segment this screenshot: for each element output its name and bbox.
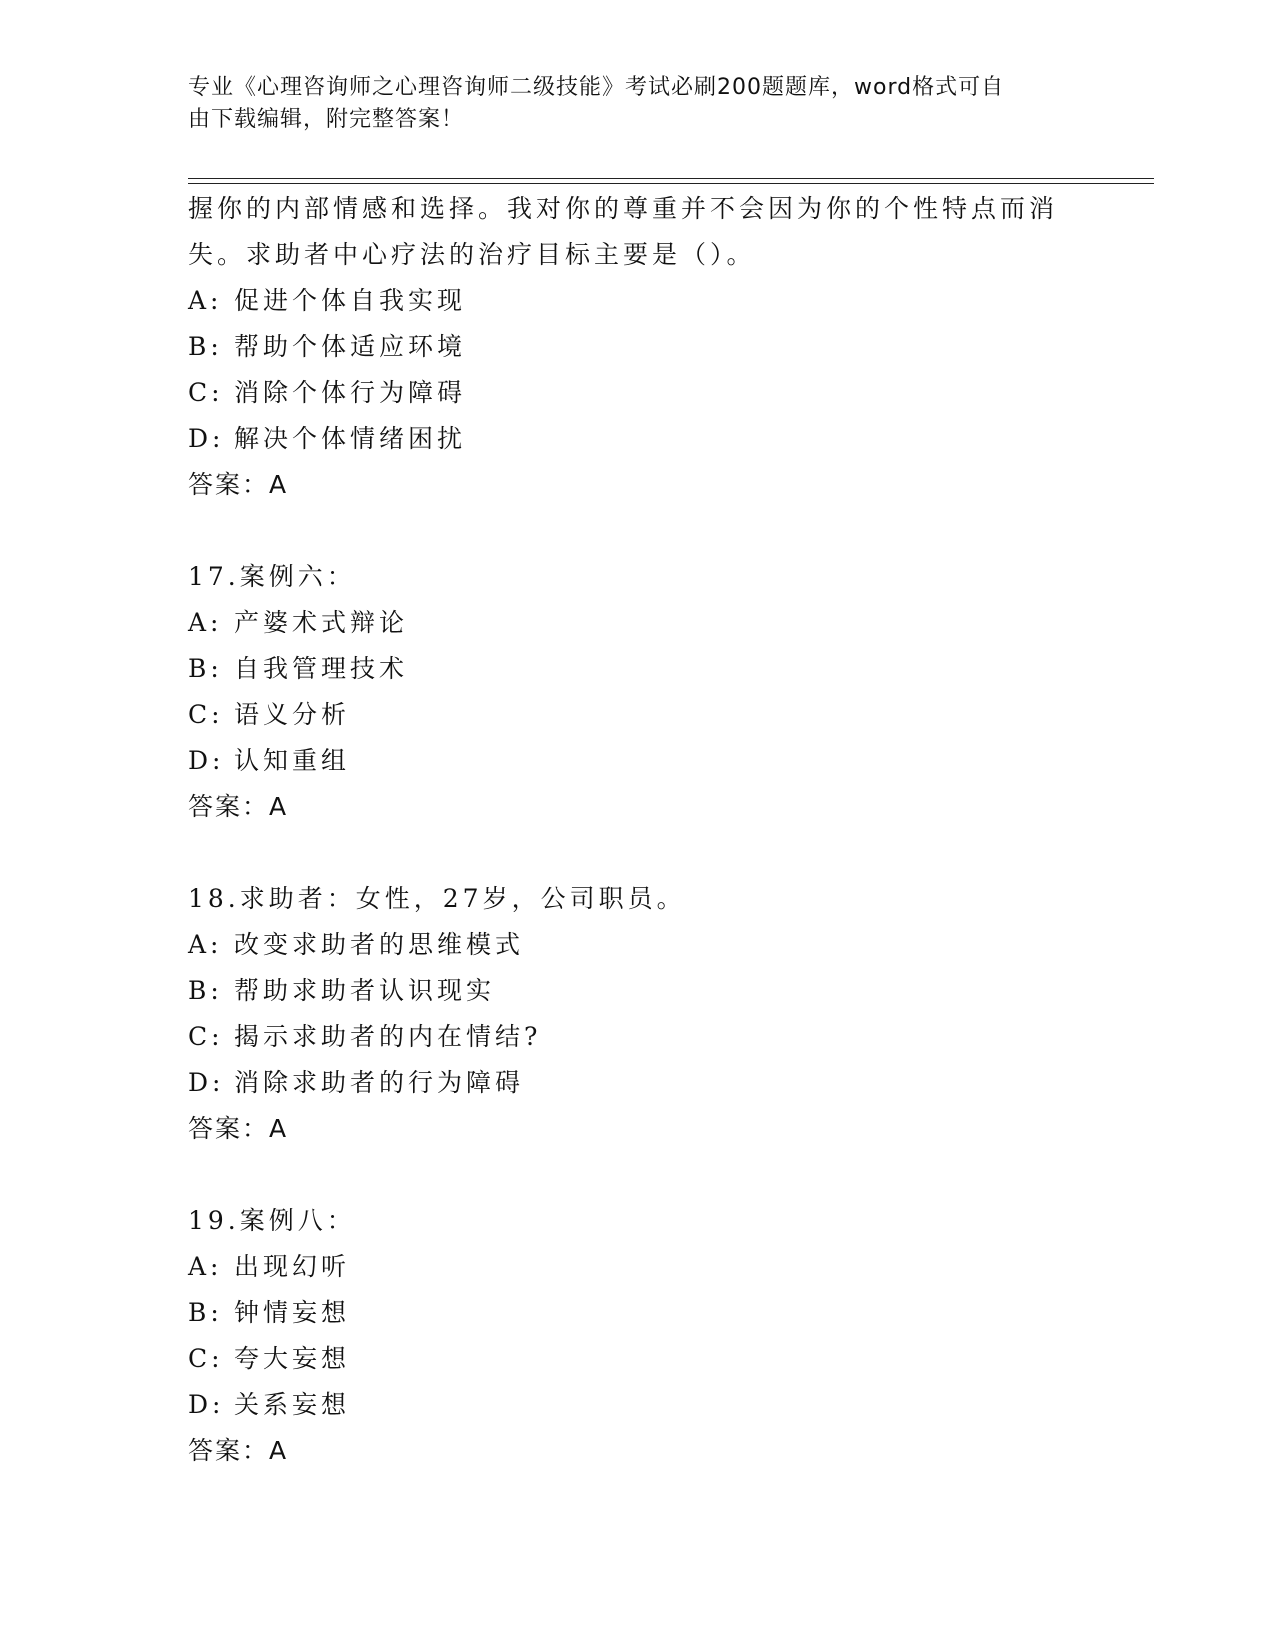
header-line-2: 由下载编辑，附完整答案！ [188,107,465,132]
option-text: 钟情妄想 [234,1298,351,1327]
option-letter: D: [188,1390,225,1419]
option-text: 自我管理技术 [234,654,409,683]
option-text: 解决个体情绪困扰 [234,424,467,453]
option-row [188,692,1088,738]
option-letter: A: [188,286,223,315]
option-letter: C: [188,700,224,729]
option-letter: C: [188,1022,224,1051]
header-divider-top [188,178,1154,179]
option-row [188,1382,1088,1428]
option-text: 促进个体自我实现 [234,286,467,315]
document-header [188,72,1068,136]
option-letter: D: [188,424,225,453]
header-divider-bottom [188,183,1154,184]
option-text: 帮助求助者认识现实 [234,976,496,1005]
option-letter: A: [188,930,223,959]
option-row [188,1244,1088,1290]
option-text: 改变求助者的思维模式 [234,930,525,959]
option-row [188,738,1088,784]
option-row [188,1014,1088,1060]
option-row [188,1290,1088,1336]
option-row [188,600,1088,646]
answer-line: 答案：A [188,470,289,499]
option-letter: B: [188,654,223,683]
intro-line-2: 失。求助者中心疗法的治疗目标主要是（）。 [188,240,756,269]
option-text: 消除个体行为障碍 [234,378,467,407]
option-text: 产婆术式辩论 [234,608,409,637]
option-row [188,968,1088,1014]
answer-line: 答案：A [188,1114,289,1143]
answer-line: 答案：A [188,792,289,821]
option-text: 帮助个体适应环境 [234,332,467,361]
option-text: 夸大妄想 [234,1344,351,1373]
option-letter: D: [188,746,225,775]
option-row [188,278,1088,324]
header-line-1: 专业《心理咨询师之心理咨询师二级技能》考试必刷200题题库，word格式可自 [188,75,1005,100]
option-row [188,922,1088,968]
option-letter: A: [188,608,223,637]
option-row [188,1336,1088,1382]
question-body [188,186,1088,1474]
option-row [188,324,1088,370]
option-letter: C: [188,1344,224,1373]
option-row [188,646,1088,692]
spacer [188,508,1088,554]
option-letter: D: [188,1068,225,1097]
option-text: 揭示求助者的内在情结? [234,1022,542,1051]
option-text: 关系妄想 [234,1390,351,1419]
option-text: 语义分析 [234,700,351,729]
option-text: 认知重组 [234,746,351,775]
option-text: 出现幻听 [234,1252,351,1281]
option-letter: B: [188,1298,223,1327]
spacer [188,830,1088,876]
option-letter: A: [188,1252,223,1281]
option-letter: B: [188,976,223,1005]
spacer [188,1152,1088,1198]
option-text: 消除求助者的行为障碍 [234,1068,525,1097]
option-row [188,1060,1088,1106]
option-letter: C: [188,378,224,407]
question-stem: 18.求助者：女性，27岁，公司职员。 [188,884,686,913]
answer-line: 答案：A [188,1436,289,1465]
option-row [188,370,1088,416]
question-stem: 19.案例八： [188,1206,356,1235]
option-letter: B: [188,332,223,361]
question-stem: 17.案例六： [188,562,356,591]
option-row [188,416,1088,462]
intro-line-1: 握你的内部情感和选择。我对你的尊重并不会因为你的个性特点而消 [188,194,1059,223]
